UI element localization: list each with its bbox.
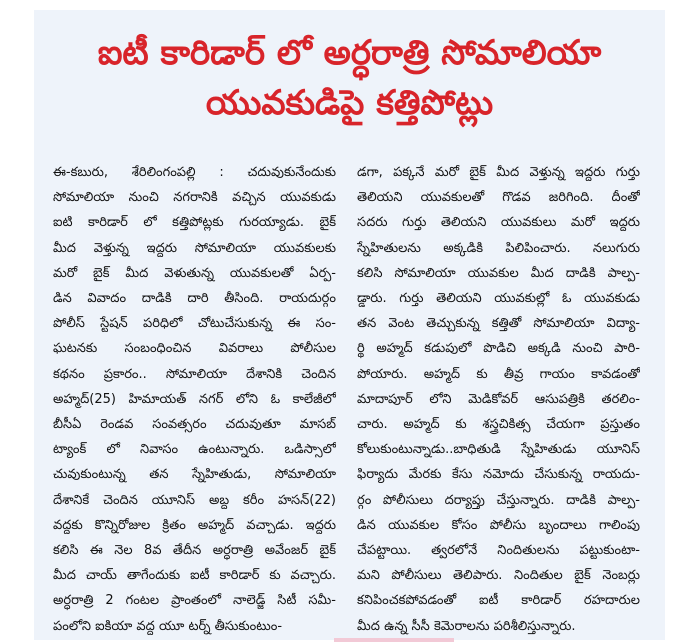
body-text-line: సదరు గుర్తు తెలియని యువకులు మరో ఇద్దరు [357,215,640,231]
body-text-line: అర్ధరాత్రి 2 గంటల ప్రాంతంలో నాలెడ్జ్ సిటీ సమీ- [53,593,336,609]
next-headline-fragment [334,638,454,642]
body-text-line: చేపట్టాయి. త్వరలోనే నిందితులను పట్టుకుంటా- [357,543,640,559]
body-text-line: పంలోని ఐకియా వద్ద యూ టర్న్ తీసుకుంటుం- [53,618,283,634]
newspaper-clipping [34,10,665,640]
body-text-line: స్నేహితులను అక్కడికి పిలిపించారు. నలుగురు [357,240,640,256]
body-text-line: మరో బైక్ మీద వెళుతున్న యువకులతో ఏర్ప- [53,265,336,281]
body-text-line: పోయారు. అహ్మద్ కు తీవ్ర గాయం కావడంతో [357,366,640,382]
body-text-line: డ్డారు. గుర్తు తెలియని యువకుల్లో ఓ యువకుడు [357,291,640,307]
body-text-line: కలిసి ఈ నెల 8వ తేదీన అర్ధరాత్రి అవేంజర్ బైక్ [53,543,336,559]
body-text-line: సోమాలియా నుంచి నగరానికి వచ్చిన యువకుడు [53,190,336,206]
article-left-column [53,160,336,639]
body-text-line: మాదాపూర్ లోని మెడికోవర్ ఆసుపత్రికి తరలిం- [357,391,640,407]
body-text-line: బీసీఏ రెండవ సంవత్సరం చదువుతూ మాసబ్ [53,417,336,433]
headline-line-2: యువకుడిపై కత్తిపోట్లు [205,83,494,123]
body-text-line: తెలియని యువకులతో గొడవ జరిగింది. దీంతో [357,190,640,206]
body-text-line: ఫిర్యాదు మేరకు కేసు నమోదు చేసుకున్న రాయదు- [357,467,640,483]
body-text-line: వద్దకు కొన్నిరోజుల క్రితం అహ్మద్ వచ్చాడు. ఇద్దరు [53,517,336,533]
body-text-line: డిన యువకుల కోసం పోలీసు బృందాలు గాలింపు [357,517,640,533]
body-text-line: మీద వెళ్తున్న ఇద్దరు సోమాలియా యువకులకు [53,240,336,256]
body-text-line: అహ్మద్(25) హిమాయత్ నగర్ లోని ఓ కాలేజీలో [53,391,336,407]
article-right-column [357,160,640,639]
body-text-line: కనిపించకపోవడంతో ఐటీ కారిడార్ రహదారుల [357,593,640,609]
body-text-line: ట్యాంక్ లో నివాసం ఉంటున్నారు. ఒడిస్సాలో [53,442,336,458]
body-text-line: డగా, పక్కనే మరో బైక్ మీద వెళ్తున్న ఇద్దరు గుర్తు [357,165,640,180]
body-text-line: ఘటనకు సంబంధించిన వివరాలు పోలీసుల [53,341,336,357]
body-text-line: మీద ఉన్న సీసీ కెమెరాలను పరిశీలిస్తున్నారు. [357,618,576,634]
body-text-line: మీద చాయ్ తాగేందుకు ఐటీ కారిడార్ కు వచ్చారు. [53,568,336,584]
body-text-line: డిన వివాదం దాడికి దారి తీసింది. రాయదుర్గం [53,291,336,307]
body-text-line: చువుకుంటున్న తన స్నేహితుడు, సోమాలియా [53,467,336,483]
body-text-line: ఈ-కబురు, శేరిలింగంపల్లి : చదువుకునేందుకు [53,165,336,180]
body-text-line: దేశానికే చెందిన యూనిస్ అబ్ద కరీం హసన్(22) [53,492,336,508]
body-text-line: ఐటి కారిడార్ లో కత్తిపోట్లకు గురయ్యాడు. బైక్ [53,215,336,231]
body-text-line: ర్గం పోలీసులు దర్యాప్తు చేస్తున్నారు. దాడికి పాల్ప- [357,492,640,508]
body-text-line: కలిసి సోమాలియా యువకుల మీద దాడికి పాల్ప- [357,265,640,281]
body-text-line: కోలుకుంటున్నాడు..బాధితుడి స్నేహితుడు యూనిస్ [357,442,640,458]
headline [34,28,665,128]
body-text-line: కథనం ప్రకారం.. సోమాలియా దేశానికి చెందిన [53,366,336,382]
headline-line-1: ఐటీ కారిడార్ లో అర్ధరాత్రి సోమాలియా [97,33,602,73]
body-text-line: చారు. అహ్మద్ కు శస్త్రచికిత్స చేయగా ప్రస్తుతం [357,417,640,433]
body-text-line: మని పోలీసులు తెలిపారు. నిందితుల బైక్ నెంబర్లు [357,568,640,584]
body-text-line: తన వెంట తెచ్చుకున్న కత్తితో సోమాలియా విద్యా- [357,316,640,332]
body-text-line: పోలీస్ స్టేషన్ పరిధిలో చోటుచేసుకున్న ఈ సం- [53,316,336,332]
body-text-line: ర్థి అహ్మద్ కడుపులో పొడిచి అక్కడి నుంచి పారి- [357,341,640,357]
